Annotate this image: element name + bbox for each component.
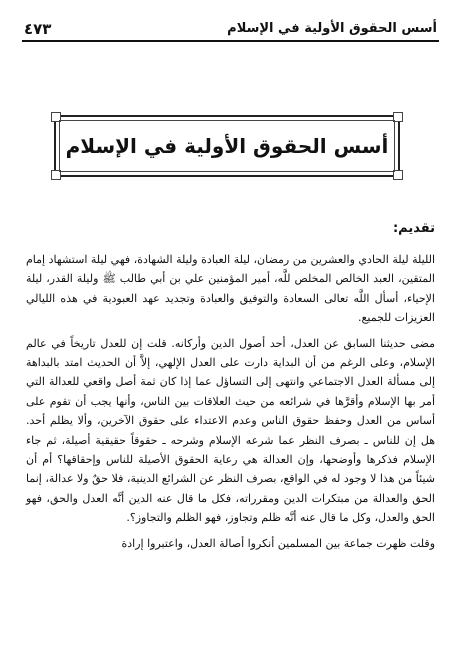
paragraph: وقلت ظهرت جماعة بين المسلمين أنكروا أصالة العدل، واعتبروا إرادة: [121, 536, 435, 550]
title-frame-inner: [59, 120, 395, 172]
section-heading: تقديم:: [392, 221, 435, 236]
header-rule: [22, 40, 439, 42]
paragraph: مضى حديثنا السابق عن العدل، أحد أصول الدين وأركانه. قلت إن للعدل تاريخاً في عالم الإسلام، وعلى الرغم من أن البداية دارت على العدل الإلهي، إلاَّ أن الحديث امتد بالبداهة إلى مسألة العدل الاجتماعي وانتهى إلى التساؤل عما إذا كان ثمة أصل واقعي للعدالة التي أمر بها الإسلام وأقرَّها في شرائعه من حيث العلاقات بين الناس، وأنها يجب أن تقوم على أساس من العدل وحفظ حقوق الناس وعدم الاعتداء على حقوق الآخرين، وألا يظلم أحد. هل إن للناس ـ بصرف النظر عما شرعه الإسلام وشرحه ـ حقوقاً حقيقية أصيلة، ثم جاء الإسلام فذكرها وأوضحها، وإن العدالة هي رعاية الحقوق الأصيلة للناس وإحقاقها؟ أم أن شيئاً من هذا لا وجود له في الواقع، بصرف النظر عن الشرائع الدينية، فلا حقٌ ولا عدالة، إنما الحق والعدالة من مبتكرات الدين ومقرراته، فكل ما قال عنه الدين أنَّه العدل والحق، فهو الحق والعدل، وكل ما قال عنه أنَّه ظلم وتجاوز، فهو الظلم والتجاوز؟.: [26, 336, 435, 525]
chapter-title: أسس الحقوق الأولية في الإسلام: [65, 134, 389, 158]
page-number: ٤٧٣: [24, 20, 52, 38]
running-title: أسس الحقوق الأولية في الإسلام: [227, 21, 437, 36]
running-header: [24, 16, 437, 38]
body-text: [26, 250, 435, 559]
title-frame: [54, 115, 400, 177]
paragraph: الليلة ليلة الحادي والعشرين من رمضان، ليلة العبادة وليلة الشهادة، فهي ليلة استشهاد إمام المتقين، العبد الخالص المخلص للَّه، أمير المؤمنين علي بن أبي طالب ﷺ وليلة القدر، ليلة الإحياء، أسأل اللَّه تعالى السعادة والتوفيق والعبادة وتجديد عهد العبودية في هذه الليالي العزيزات للجميع.: [26, 253, 435, 325]
